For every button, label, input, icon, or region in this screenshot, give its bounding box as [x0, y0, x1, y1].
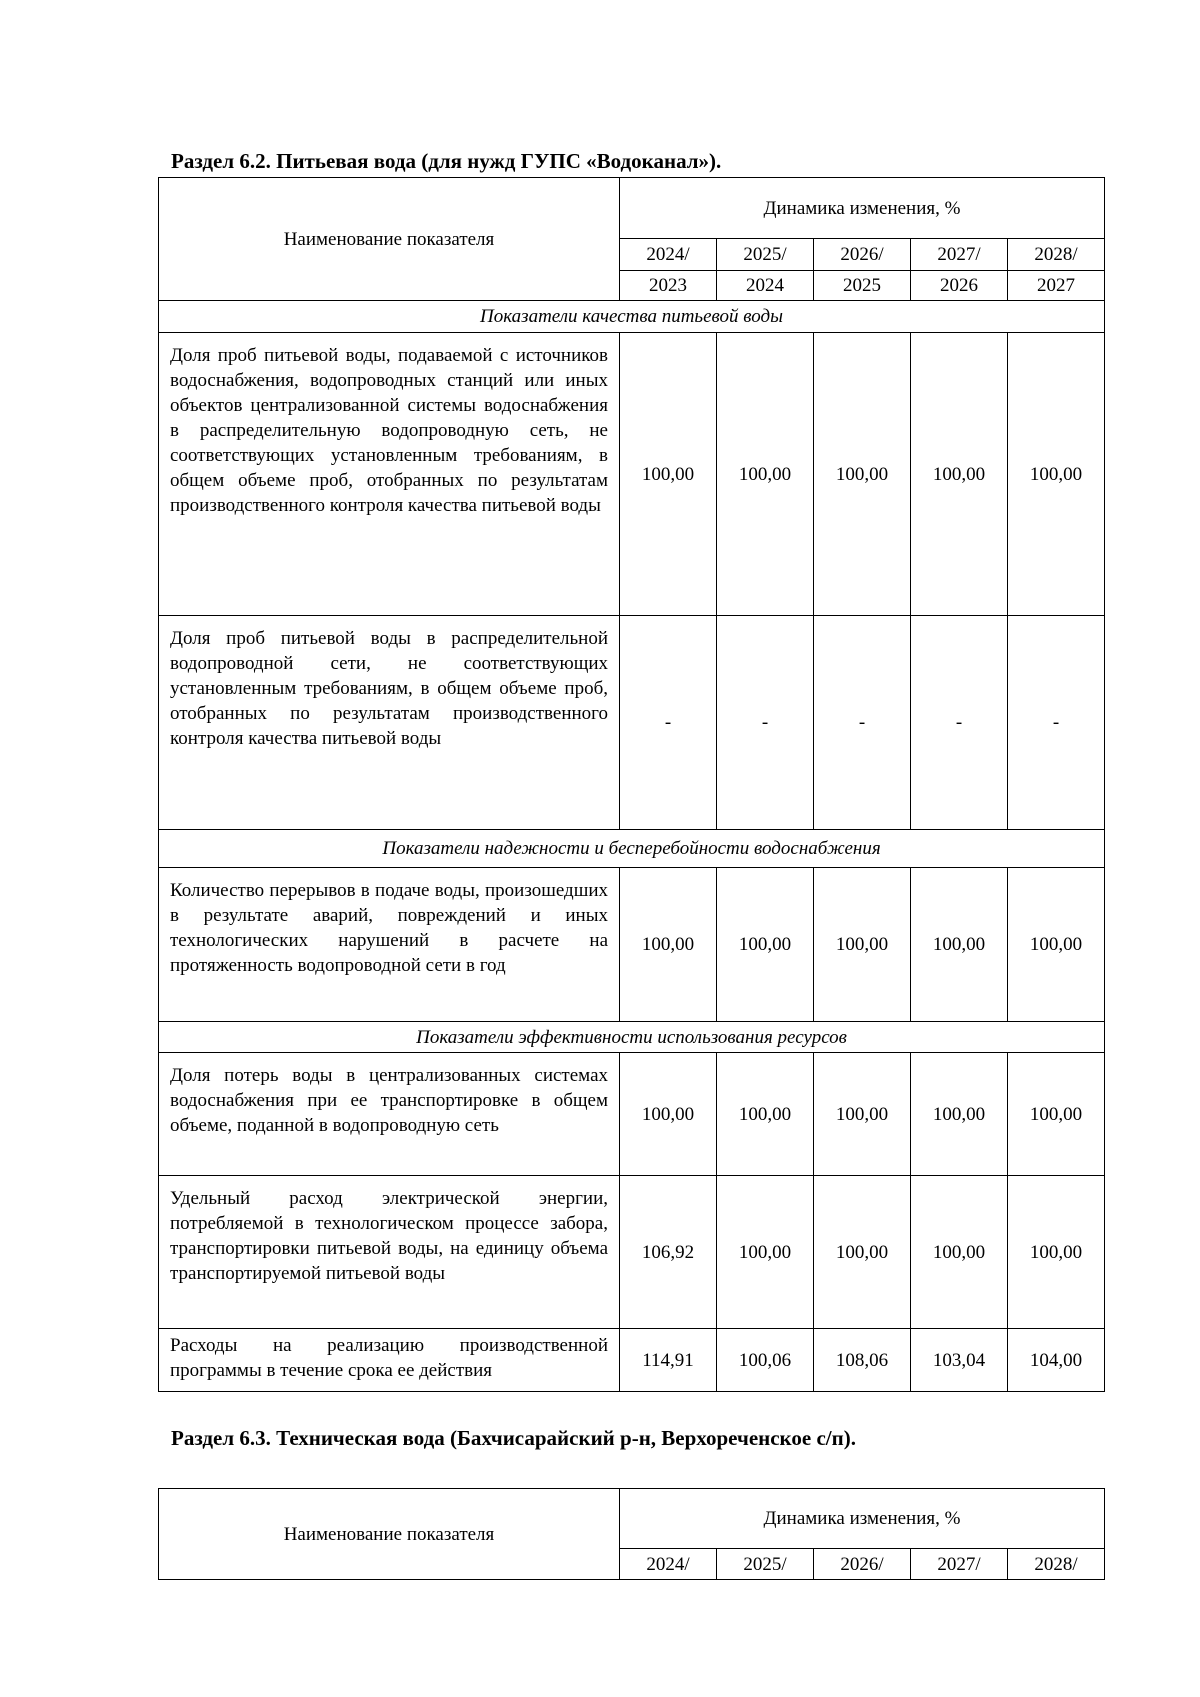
value-cell: 100,00	[717, 333, 814, 616]
value-cell: 100,00	[814, 868, 911, 1022]
indicator-name: Расходы на реализацию производственной программы в течение срока ее действия	[159, 1329, 620, 1392]
value-cell: 100,00	[814, 333, 911, 616]
year-header: 2027/	[911, 1549, 1008, 1580]
table-row	[159, 1329, 1105, 1392]
year-header: 2024	[717, 271, 814, 301]
indicator-name: Удельный расход электрической энергии, потребляемой в технологическом процессе забора, транспортировки питьевой воды, на единицу объема транспортируемой питьевой воды	[159, 1176, 620, 1329]
value-cell: 100,00	[1008, 1053, 1105, 1176]
indicator-name: Доля проб питьевой воды, подаваемой с источников водоснабжения, водопроводных станций или иных объектов централизованной системы водоснабжения в распределительную водопроводную сеть, не соответствующих установленным требованиям, в общем объеме проб, отобранных по результатам производственного контроля качества питьевой воды	[159, 333, 620, 616]
section-6-2-heading: Раздел 6.2. Питьевая вода (для нужд ГУПС «Водоканал»).	[171, 149, 722, 173]
table-row	[159, 1053, 1105, 1176]
column-header-name: Наименование показателя	[159, 1489, 620, 1580]
category-row	[159, 1022, 1105, 1053]
column-header-dynamics: Динамика изменения, %	[620, 1489, 1105, 1549]
value-cell: 100,00	[911, 1176, 1008, 1329]
value-cell: 100,00	[911, 1053, 1008, 1176]
section-6-3-heading: Раздел 6.3. Техническая вода (Бахчисарайский р-н, Верхореченское с/п).	[171, 1426, 856, 1450]
column-header-name: Наименование показателя	[159, 178, 620, 301]
year-header: 2027/	[911, 239, 1008, 271]
year-header: 2026/	[814, 1549, 911, 1580]
indicator-name: Доля проб питьевой воды в распределительной водопроводной сети, не соответствующих установленным требованиям, в общем объеме проб, отобранных по результатам производственного контроля качества питьевой воды	[159, 616, 620, 830]
year-header: 2024/	[620, 1549, 717, 1580]
year-header: 2023	[620, 271, 717, 301]
year-header: 2028/	[1008, 239, 1105, 271]
value-cell: 100,00	[814, 1053, 911, 1176]
category-row	[159, 830, 1105, 868]
value-cell: 104,00	[1008, 1329, 1105, 1392]
table-row	[159, 616, 1105, 830]
year-header: 2025/	[717, 1549, 814, 1580]
year-header: 2025/	[717, 239, 814, 271]
year-header: 2028/	[1008, 1549, 1105, 1580]
value-cell: 106,92	[620, 1176, 717, 1329]
value-cell: -	[1008, 616, 1105, 830]
column-header-dynamics: Динамика изменения, %	[620, 178, 1105, 239]
value-cell: 100,00	[911, 868, 1008, 1022]
value-cell: 108,06	[814, 1329, 911, 1392]
table-row	[159, 1176, 1105, 1329]
value-cell: 100,06	[717, 1329, 814, 1392]
value-cell: 100,00	[1008, 1176, 1105, 1329]
table-header-row	[159, 1489, 1105, 1549]
year-header: 2027	[1008, 271, 1105, 301]
drinking-water-table	[158, 177, 1105, 1392]
value-cell: -	[814, 616, 911, 830]
value-cell: 100,00	[620, 1053, 717, 1176]
year-header: 2024/	[620, 239, 717, 271]
value-cell: 100,00	[717, 1176, 814, 1329]
value-cell: 103,04	[911, 1329, 1008, 1392]
year-header: 2026/	[814, 239, 911, 271]
value-cell: -	[717, 616, 814, 830]
value-cell: 100,00	[717, 1053, 814, 1176]
year-header: 2025	[814, 271, 911, 301]
value-cell: -	[911, 616, 1008, 830]
value-cell: -	[620, 616, 717, 830]
category-label: Показатели эффективности использования ресурсов	[159, 1022, 1105, 1053]
value-cell: 100,00	[1008, 333, 1105, 616]
category-label: Показатели надежности и бесперебойности водоснабжения	[159, 830, 1105, 868]
value-cell: 100,00	[911, 333, 1008, 616]
value-cell: 100,00	[814, 1176, 911, 1329]
table-header-row	[159, 178, 1105, 239]
value-cell: 100,00	[717, 868, 814, 1022]
indicator-name: Доля потерь воды в централизованных системах водоснабжения при ее транспортировке в общем объеме, поданной в водопроводную сеть	[159, 1053, 620, 1176]
year-header: 2026	[911, 271, 1008, 301]
value-cell: 100,00	[620, 868, 717, 1022]
technical-water-table	[158, 1488, 1105, 1580]
value-cell: 100,00	[620, 333, 717, 616]
table-row	[159, 333, 1105, 616]
indicator-name: Количество перерывов в подаче воды, произошедших в результате аварий, повреждений и иных технологических нарушений в расчете на протяженность водопроводной сети в год	[159, 868, 620, 1022]
value-cell: 100,00	[1008, 868, 1105, 1022]
category-label: Показатели качества питьевой воды	[159, 301, 1105, 333]
value-cell: 114,91	[620, 1329, 717, 1392]
category-row	[159, 301, 1105, 333]
table-row	[159, 868, 1105, 1022]
